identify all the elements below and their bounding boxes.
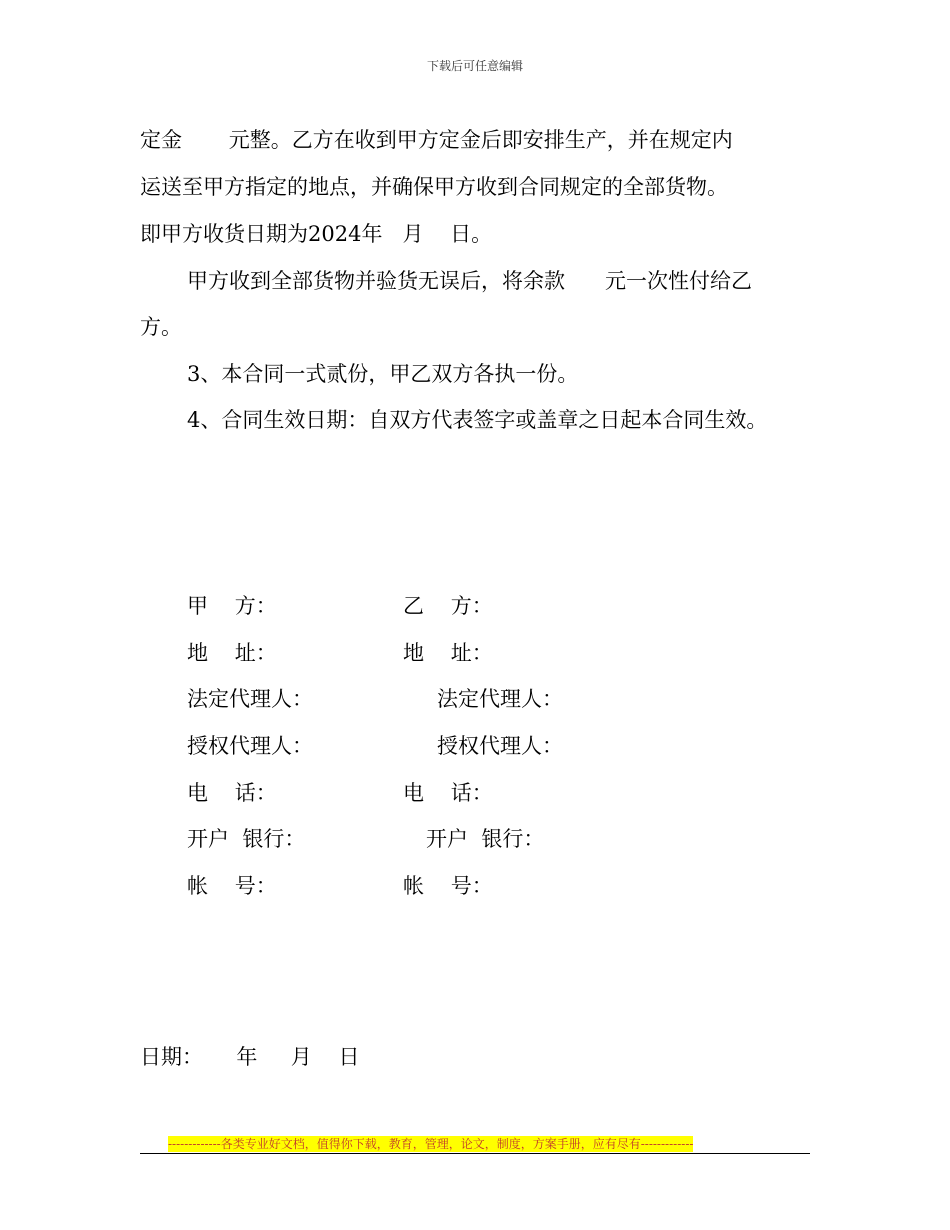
body-line-1: 定金 元整。乙方在收到甲方定金后即安排生产，并在规定内 — [140, 128, 733, 152]
phone-b-label: 电 话： — [403, 781, 493, 805]
body-line-6: 3、本合同一式贰份，甲乙双方各执一份。 — [187, 362, 579, 386]
party-b-label: 乙 方： — [403, 594, 493, 618]
legal-rep-a-label: 法定代理人： — [187, 687, 313, 711]
page-header: 下载后可任意编辑 — [426, 59, 523, 73]
footer-rule — [140, 1153, 810, 1154]
phone-a-label: 电 话： — [187, 781, 277, 805]
account-a-label: 帐 号： — [187, 874, 277, 898]
body-line-7: 4、合同生效日期：自双方代表签字或盖章之日起本合同生效。 — [187, 408, 768, 432]
body-line-5: 方。 — [140, 315, 182, 339]
legal-rep-b-label: 法定代理人： — [437, 687, 563, 711]
party-a-label: 甲 方： — [187, 594, 277, 618]
bank-b-label: 开户 银行： — [426, 827, 545, 851]
body-line-4: 甲方收到全部货物并验货无误后，将余款 元一次性付给乙 — [187, 269, 753, 293]
address-b-label: 地 址： — [403, 641, 493, 665]
bank-a-label: 开户 银行： — [187, 827, 306, 851]
date-line: 日期： 年 月 日 — [140, 1045, 360, 1069]
address-a-label: 地 址： — [187, 641, 277, 665]
footer-banner: -------------各类专业好文档，值得你下载，教育，管理，论文，制度，方案手册，应有尽有------------- — [168, 1137, 694, 1151]
body-line-2: 运送至甲方指定的地点，并确保甲方收到合同规定的全部货物。 — [140, 175, 728, 199]
account-b-label: 帐 号： — [403, 874, 493, 898]
auth-rep-b-label: 授权代理人： — [437, 734, 563, 758]
body-line-3: 即甲方收货日期为2024年 月 日。 — [140, 222, 493, 246]
auth-rep-a-label: 授权代理人： — [187, 734, 313, 758]
